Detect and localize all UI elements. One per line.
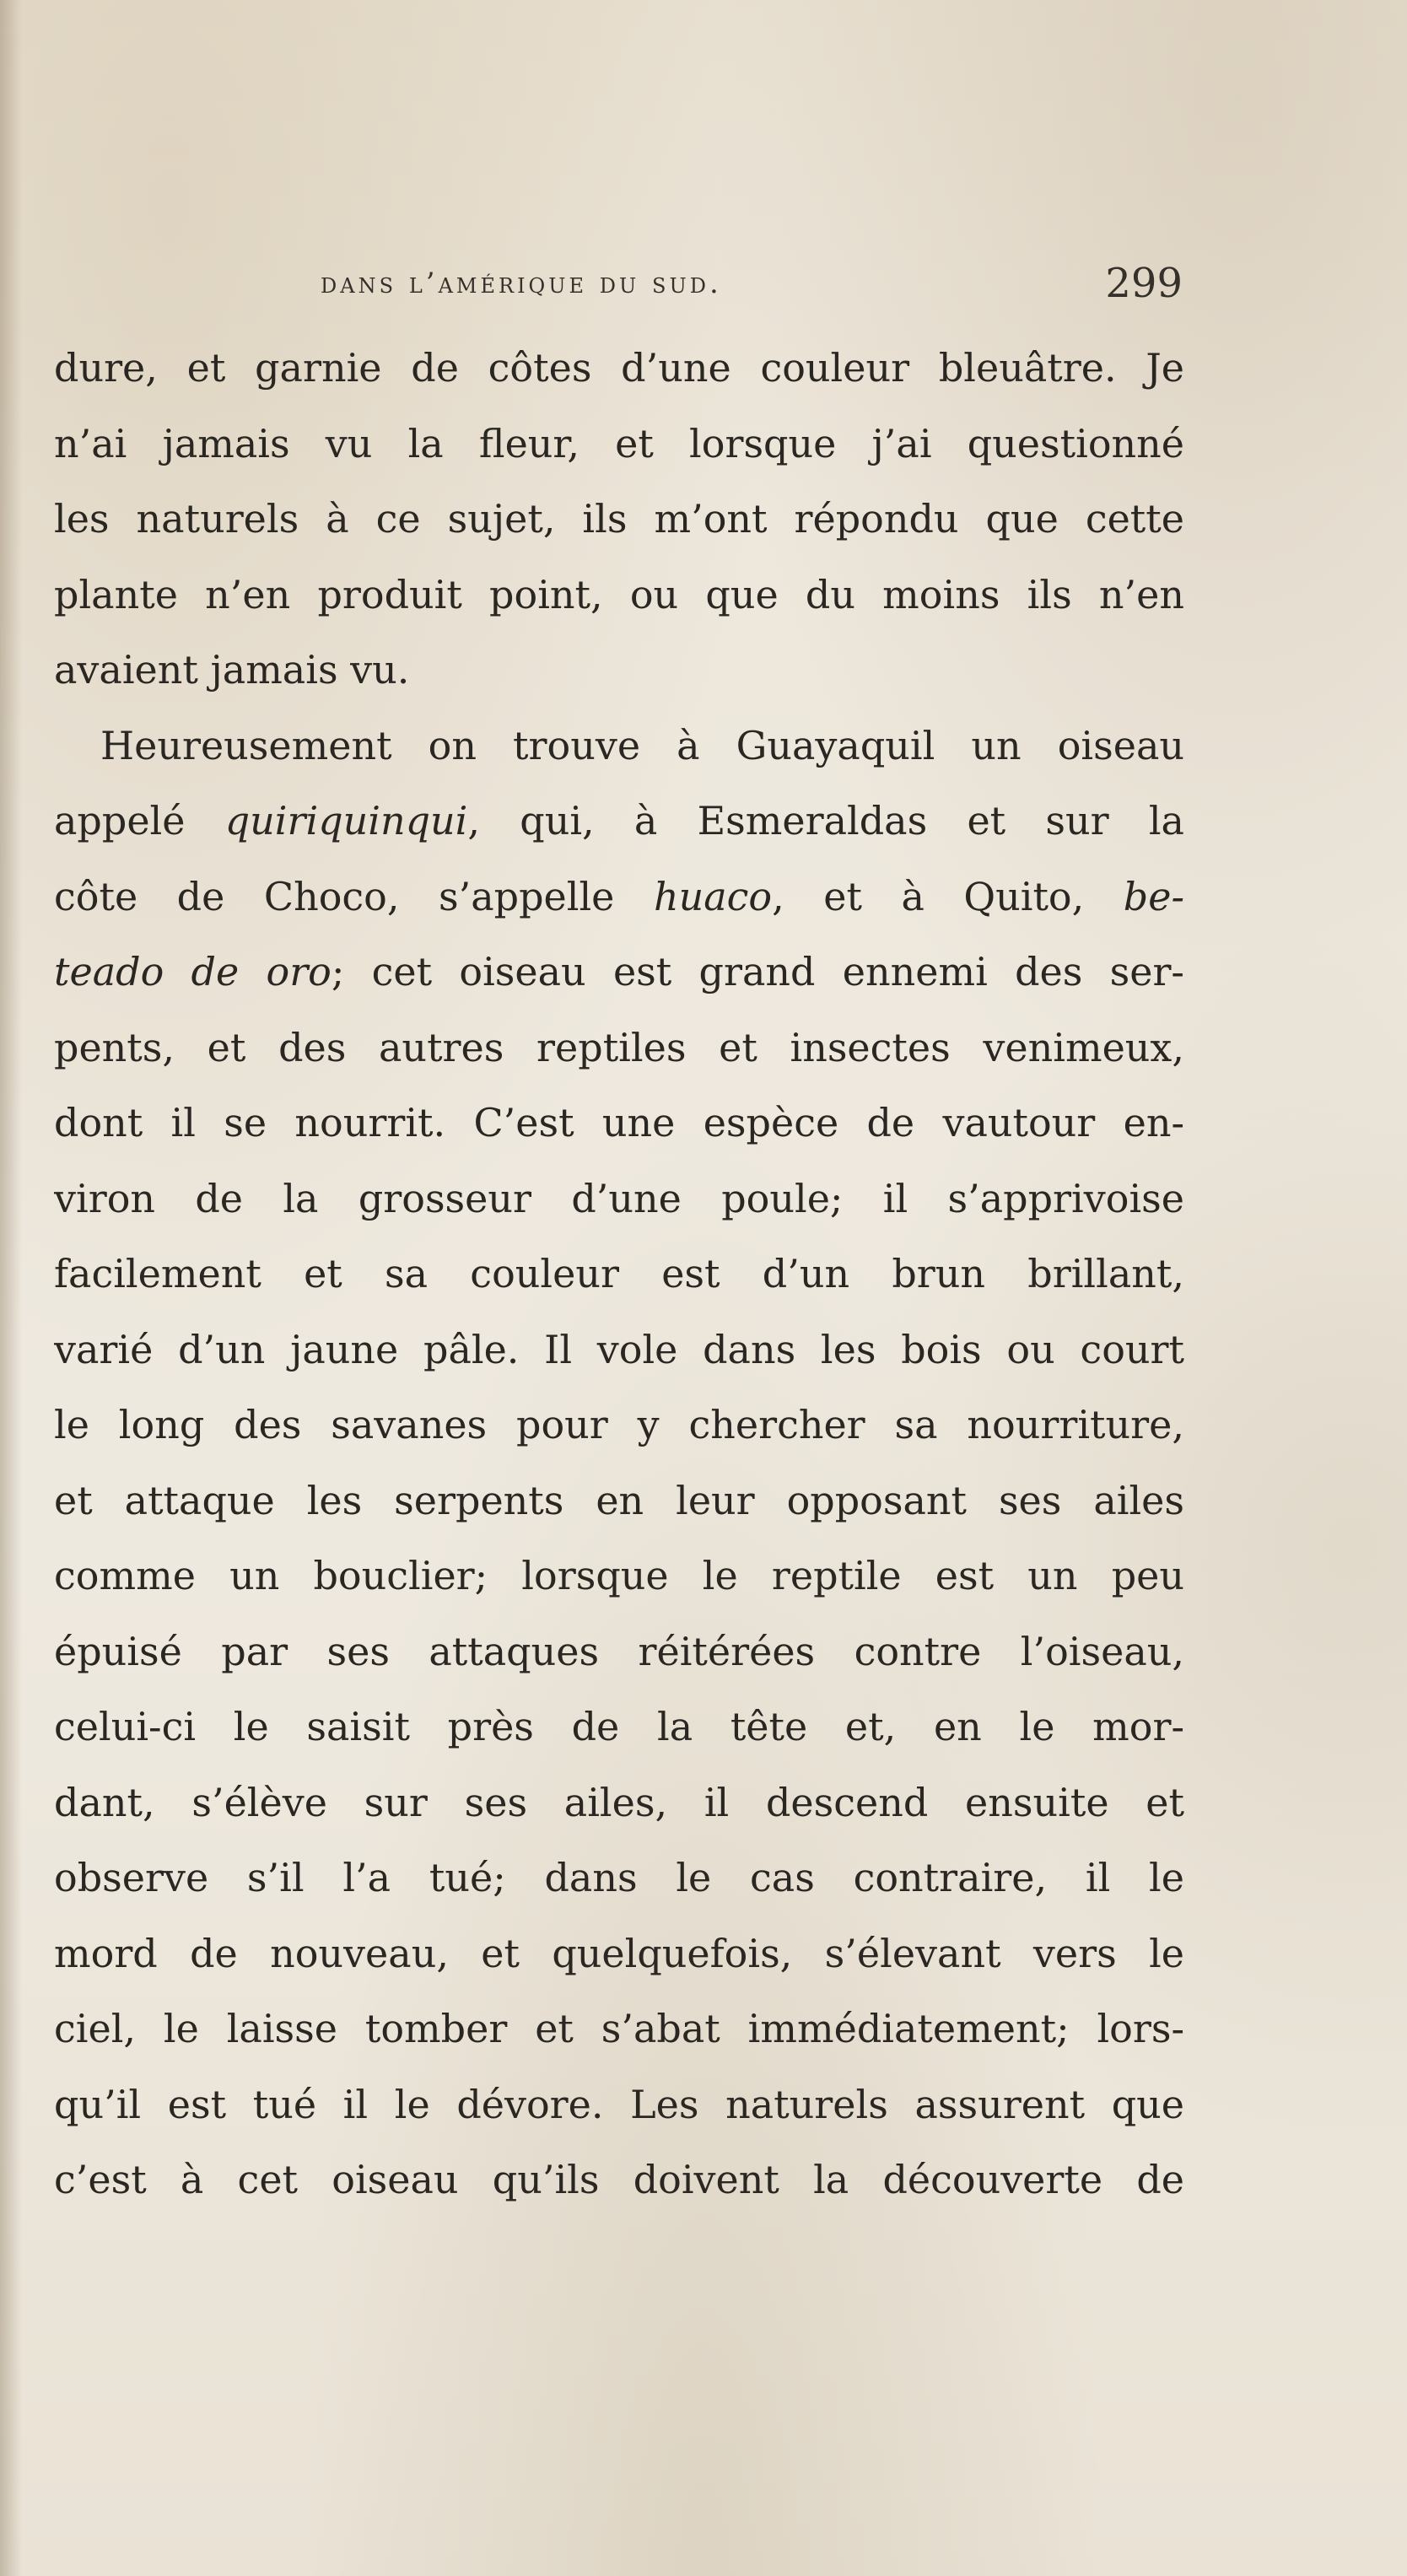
text-segment: comme un bouclier; lorsque le reptile est un peu	[54, 1553, 1184, 1598]
text-line	[54, 407, 1184, 482]
page-header	[321, 253, 1198, 321]
text-line	[54, 1312, 1184, 1388]
italic-term: teado de oro	[54, 949, 332, 994]
text-segment: qu’il est tué il le dévore. Les naturels assurent que	[54, 2081, 1184, 2127]
page-number: 299	[1105, 260, 1183, 307]
text-segment: Heureusement on trouve à Guayaquil un oiseau	[100, 722, 1184, 768]
text-segment: viron de la grosseur d’une poule; il s’apprivoise	[54, 1175, 1184, 1221]
text-line	[54, 1086, 1184, 1161]
text-segment: dure, et garnie de côtes d’une couleur bleuâtre. Je	[54, 345, 1184, 391]
text-line	[54, 2142, 1184, 2218]
running-title: dans l’amérique du sud.	[321, 267, 722, 300]
spine-shadow	[0, 0, 22, 2576]
text-segment: observe s’il l’a tué; dans le cas contraire, il le	[54, 1855, 1184, 1900]
text-line	[54, 558, 1184, 633]
text-segment: dont il se nourrit. C’est une espèce de vautour en-	[54, 1100, 1184, 1145]
text-line	[54, 1614, 1184, 1690]
text-line	[54, 1916, 1184, 1992]
text-line	[54, 1010, 1184, 1086]
body-text	[54, 331, 1184, 2218]
text-line	[54, 2067, 1184, 2143]
text-segment: le long des savanes pour y chercher sa nourriture,	[54, 1402, 1184, 1447]
text-line	[54, 1161, 1184, 1237]
text-segment: épuisé par ses attaques réitérées contre l’oiseau,	[54, 1628, 1184, 1674]
text-line	[54, 633, 1184, 709]
text-segment: côte de Choco, s’appelle	[54, 873, 654, 919]
text-segment: dant, s’élève sur ses ailes, il descend ensuite et	[54, 1779, 1184, 1825]
text-segment: c’est à cet oiseau qu’ils doivent la découverte de	[54, 2157, 1184, 2202]
text-line	[54, 1840, 1184, 1916]
text-line	[54, 709, 1184, 784]
italic-term: be-	[1123, 873, 1184, 919]
text-line	[54, 1765, 1184, 1841]
text-line	[54, 784, 1184, 860]
text-segment: et attaque les serpents en leur opposant ses ailes	[54, 1477, 1184, 1523]
text-segment: avaient jamais vu.	[54, 647, 410, 693]
text-line	[54, 1689, 1184, 1765]
text-segment: mord de nouveau, et quelquefois, s’élevant vers le	[54, 1930, 1184, 1976]
text-segment: ciel, le laisse tomber et s’abat immédiatement; lors-	[54, 2006, 1184, 2051]
italic-term: quiriquinqui	[224, 798, 468, 843]
text-segment: celui-ci le saisit près de la tête et, en le mor-	[54, 1704, 1184, 1749]
text-line	[54, 1237, 1184, 1312]
text-line	[54, 1991, 1184, 2067]
text-line	[54, 1539, 1184, 1614]
text-segment: facilement et sa couleur est d’un brun brillant,	[54, 1251, 1184, 1296]
text-line	[54, 1388, 1184, 1463]
text-segment: n’ai jamais vu la fleur, et lorsque j’ai questionné	[54, 420, 1184, 466]
text-segment: les naturels à ce sujet, ils m’ont répondu que cette	[54, 496, 1184, 542]
text-segment: plante n’en produit point, ou que du moins ils n’en	[54, 571, 1184, 617]
text-segment: , et à Quito,	[772, 873, 1124, 919]
text-segment: varié d’un jaune pâle. Il vole dans les bois ou court	[54, 1326, 1184, 1372]
italic-term: huaco	[653, 873, 773, 919]
text-line	[54, 935, 1184, 1010]
text-line	[54, 331, 1184, 407]
text-segment: , qui, à Esmeraldas et sur la	[467, 798, 1184, 843]
text-segment: appelé	[54, 798, 225, 843]
text-segment: pents, et des autres reptiles et insectes venimeux,	[54, 1024, 1184, 1070]
text-segment: ; cet oiseau est grand ennemi des ser-	[331, 949, 1184, 994]
text-line	[54, 1463, 1184, 1539]
text-line	[54, 482, 1184, 558]
text-line	[54, 860, 1184, 935]
